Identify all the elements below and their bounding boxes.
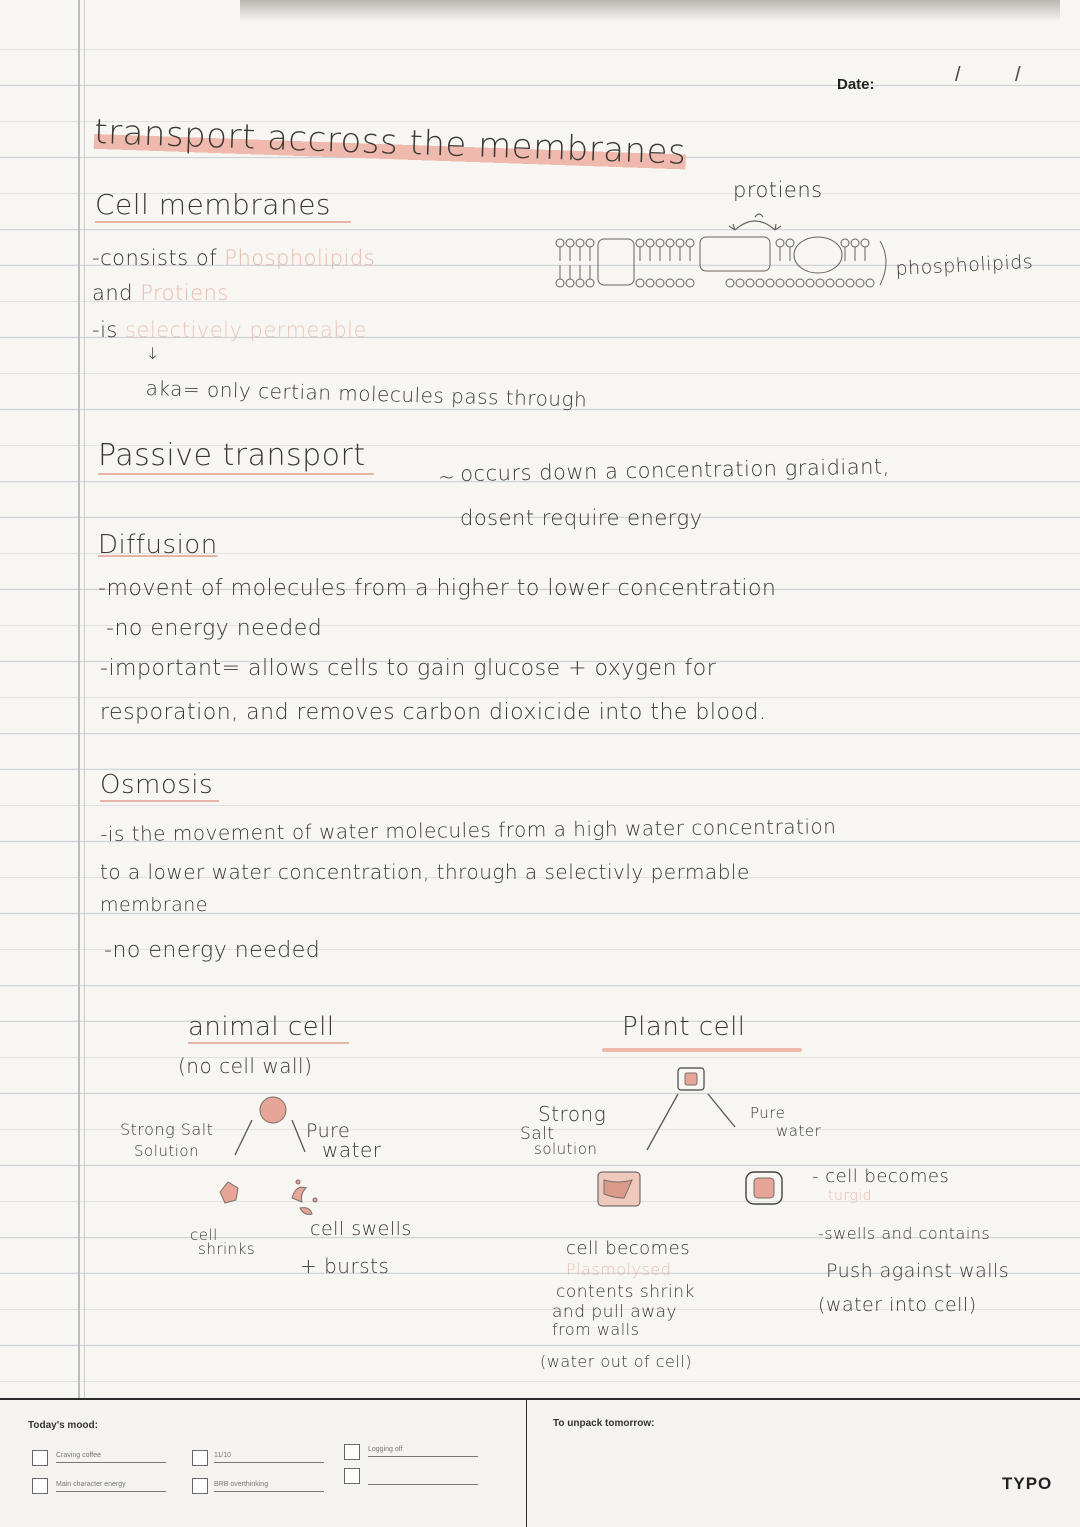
turgid-line-4: Push against walls	[826, 1260, 1010, 1282]
and-faded: Protiens	[140, 281, 229, 305]
channel-protein-2	[700, 237, 770, 271]
normal-cell	[260, 1097, 286, 1123]
osmosis-heading: Osmosis	[100, 770, 219, 802]
date-slash-2: /	[1015, 64, 1021, 86]
is-prefix: -is	[92, 318, 118, 342]
plasmolysed-line-1: cell becomes	[566, 1238, 691, 1259]
mood-label: Today's mood:	[28, 1420, 98, 1431]
rating-label: 11/10	[214, 1452, 231, 1459]
logging-off-checkbox[interactable]	[344, 1444, 360, 1460]
phospholipid-heads-top	[556, 239, 869, 247]
footer-rule	[0, 1398, 1080, 1400]
craving-checkbox[interactable]	[32, 1450, 48, 1466]
date-label: Date:	[837, 76, 875, 93]
blank-line	[368, 1484, 478, 1485]
bursts-label-1: cell swells	[310, 1218, 412, 1240]
phospholipid-tails	[560, 247, 865, 279]
turgid-line-1: - cell becomes	[812, 1166, 950, 1187]
consists-prefix: -consists of	[92, 246, 218, 270]
unpack-label: To unpack tomorrow:	[553, 1418, 655, 1429]
is-line	[92, 318, 367, 342]
diffusion-line-2: -no energy needed	[106, 616, 323, 641]
rating-line	[214, 1462, 324, 1463]
margin-line-inner	[84, 0, 85, 1400]
bursts-label-2: + bursts	[300, 1254, 390, 1278]
and-prefix: and	[92, 281, 134, 305]
main-character-line	[56, 1491, 166, 1492]
and-line	[92, 281, 229, 305]
channel-protein-1	[598, 239, 634, 285]
rating-checkbox[interactable]	[192, 1450, 208, 1466]
shrinks-label-1: cell	[190, 1226, 218, 1244]
animal-right-label-2: water	[322, 1138, 382, 1162]
diffusion-heading: Diffusion	[98, 530, 218, 560]
plant-cell-heading: Plant cell	[622, 1012, 746, 1042]
plasmolysed-line-2: Plasmolysed	[566, 1260, 672, 1279]
passive-tilde: ~	[438, 465, 456, 489]
plasmolysed-line-6: (water out of cell)	[540, 1352, 692, 1371]
plant-right-label-2: water	[776, 1122, 822, 1140]
label-protiens: protiens	[733, 178, 823, 202]
phospholipid-heads-bottom	[556, 279, 874, 287]
diffusion-line-1: -movent of molecules from a higher to lower concentration	[98, 576, 777, 601]
aka-arrow: ↓	[146, 344, 160, 363]
plant-left-label-1: Strong	[538, 1102, 607, 1126]
page-title: transport accross the membranes	[93, 112, 687, 173]
osmosis-line-2: to a lower water concentration, through a selectivly permable	[100, 860, 750, 884]
animal-cell-heading: animal cell	[188, 1012, 349, 1044]
diffusion-line-4: resporation, and removes carbon dioxicide into the blood.	[100, 700, 767, 725]
plant-left-label-3: solution	[534, 1140, 598, 1158]
animal-cell-sub: (no cell wall)	[178, 1054, 313, 1078]
animal-left-label-2: Solution	[134, 1142, 200, 1160]
turgid-line-5: (water into cell)	[818, 1294, 977, 1316]
aka-line: aka= only certian molecules pass through	[145, 376, 588, 412]
craving-line	[56, 1462, 166, 1463]
plant-cell-diagram	[590, 1062, 850, 1227]
animal-left-label-1: Strong Salt	[120, 1120, 214, 1139]
plant-left-label-2: Salt	[520, 1124, 555, 1144]
animal-right-label-1: Pure	[306, 1120, 351, 1142]
cell-membranes-heading: Cell membranes	[95, 188, 351, 223]
burst-cell	[292, 1180, 317, 1214]
plant-right-label-1: Pure	[750, 1104, 786, 1122]
craving-label: Craving coffee	[56, 1452, 102, 1459]
date-slash-1: /	[955, 64, 961, 86]
brb-label: BRB overthinking	[214, 1481, 269, 1488]
passive-desc-1: occurs down a concentration graidiant,	[460, 454, 891, 486]
brb-checkbox[interactable]	[192, 1478, 208, 1494]
page-shadow	[240, 0, 1060, 22]
membrane-diagram	[540, 195, 900, 295]
logging-off-line	[368, 1456, 478, 1457]
osmosis-line-4: -no energy needed	[104, 938, 321, 963]
brb-line	[214, 1491, 324, 1492]
shrinks-label-2: shrinks	[198, 1240, 256, 1258]
diffusion-line-3: -important= allows cells to gain glucose + oxygen for	[100, 656, 717, 681]
blank-checkbox[interactable]	[344, 1468, 360, 1484]
plasmolysed-line-3: contents shrink	[556, 1282, 695, 1302]
main-character-checkbox[interactable]	[32, 1478, 48, 1494]
passive-desc-2: dosent require energy	[460, 506, 703, 530]
brand-logo: TYPO	[1002, 1474, 1053, 1493]
footer-divider	[526, 1400, 527, 1527]
main-character-label: Main character energy	[56, 1481, 126, 1488]
footer-area	[0, 1400, 1080, 1527]
label-phospholipids: phospholipids	[895, 250, 1034, 280]
passive-transport-heading: Passive transport	[98, 438, 374, 475]
margin-line	[78, 0, 80, 1400]
osmosis-line-1: -is the movement of water molecules from a high water concentration	[100, 814, 837, 846]
plasmolysed-line-4: and pull away	[552, 1302, 678, 1322]
globular-protein	[794, 237, 842, 273]
logging-off-label: Logging off	[368, 1446, 403, 1453]
turgid-line-3: -swells and contains	[818, 1224, 991, 1243]
osmosis-line-3: membrane	[100, 894, 208, 916]
shrunk-cell	[220, 1182, 238, 1203]
turgid-line-2: turgid	[828, 1188, 873, 1204]
is-faded: selectively permeable	[125, 318, 367, 342]
plasmolysed-line-5: from walls	[552, 1320, 640, 1339]
plant-cell-underline	[602, 1048, 802, 1052]
consists-faded: Phospholipids	[224, 246, 376, 270]
consists-line	[92, 246, 375, 270]
